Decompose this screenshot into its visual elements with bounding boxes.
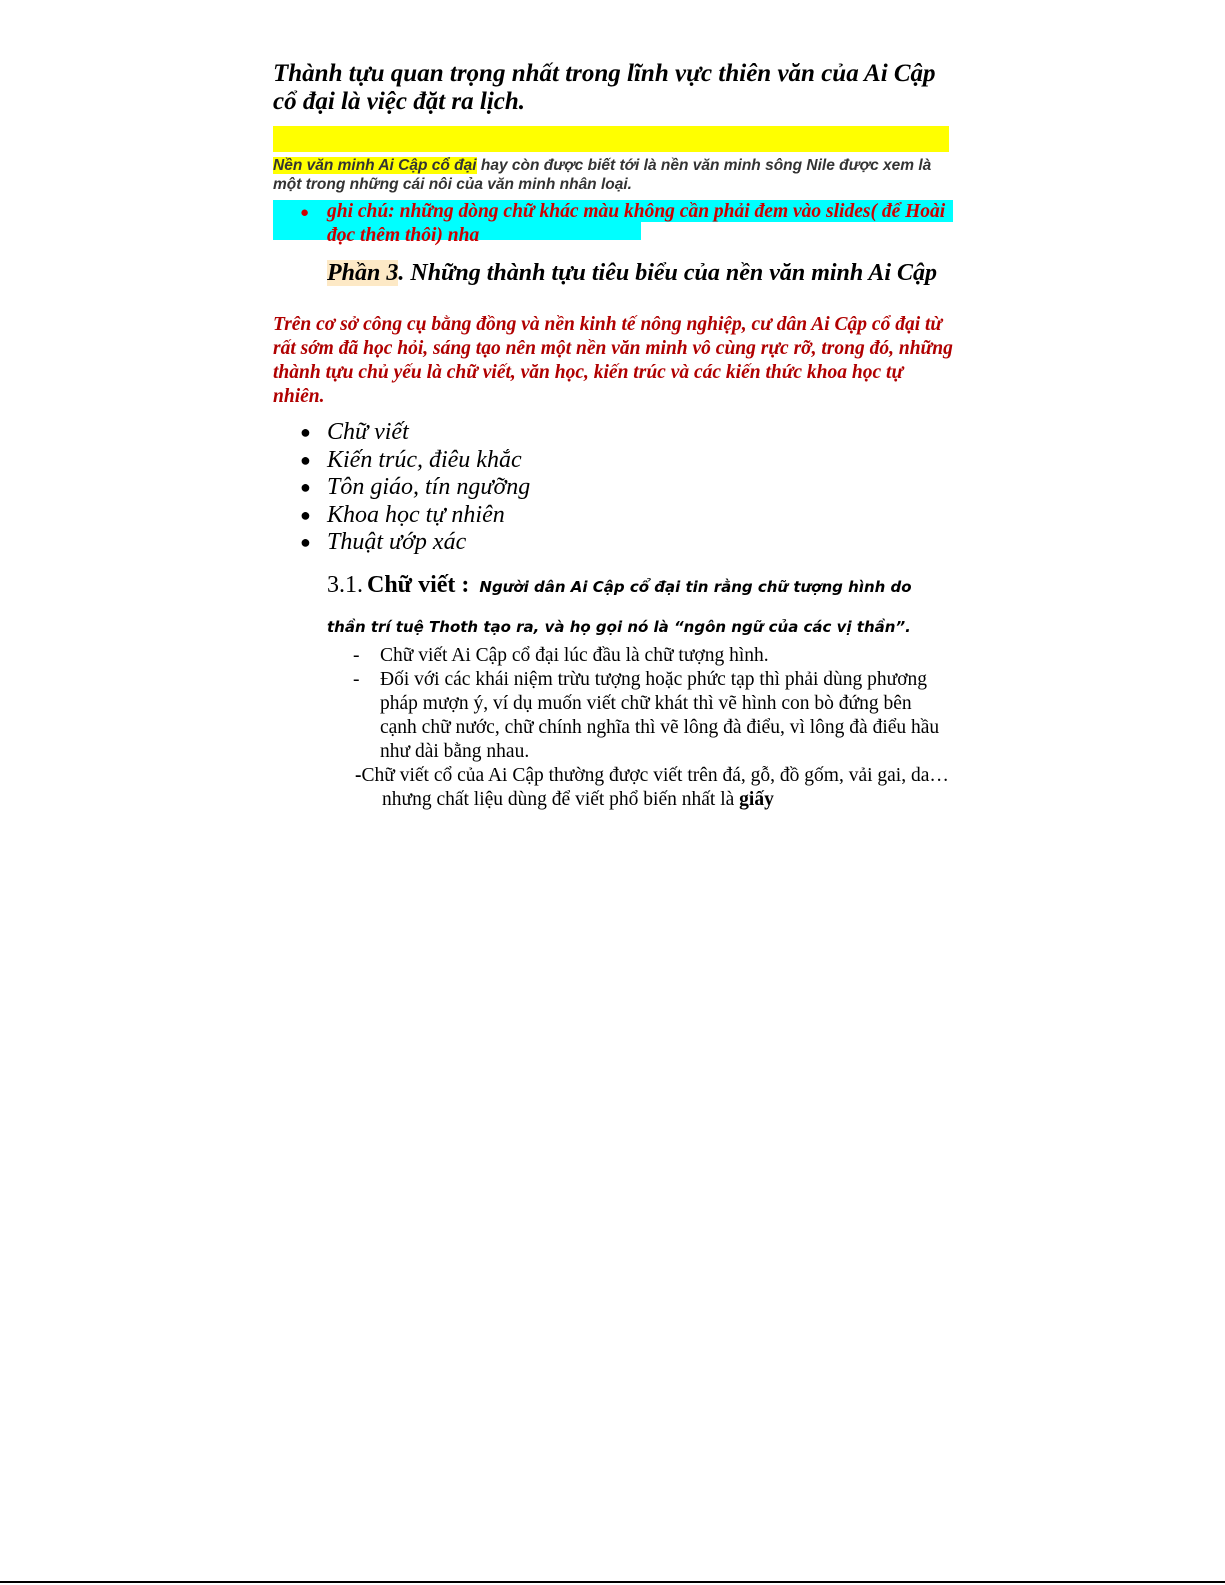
page-title: Thành tựu quan trọng nhất trong lĩnh vực thiên văn của Ai Cập cổ đại là việc đặt ra lịch. bbox=[273, 60, 936, 115]
dash-marker: - bbox=[353, 669, 360, 690]
intro-paragraph: Trên cơ sở công cụ bằng đồng và nền kinh tế nông nghiệp, cư dân Ai Cập cổ đại từ rất sớm đã học hỏi, sáng tạo nên một nền văn minh vô cùng rực rỡ, trong đó, những thành tựu chủ yếu là chữ viết, văn học, kiến trúc và các kiến thức khoa học tự nhiên. bbox=[273, 314, 953, 407]
point-text: Chữ viết Ai Cập cổ đại lúc đầu là chữ tượng hình. bbox=[380, 645, 769, 666]
bullet-icon: ● bbox=[300, 449, 311, 470]
section-title: Chữ viết : bbox=[367, 572, 470, 598]
list-item bbox=[300, 447, 530, 475]
topic-label: Tôn giáo, tín ngưỡng bbox=[327, 474, 531, 501]
section-description: Người dân Ai Cập cổ đại tin rằng chữ tượng hình do bbox=[479, 578, 912, 596]
list-item bbox=[353, 668, 953, 764]
topic-label: Kiến trúc, điêu khắc bbox=[327, 446, 522, 473]
editor-note: ghi chú: những dòng chữ khác màu không cần phải đem vào slides( để Hoài đọc thêm thôi) nha bbox=[327, 201, 946, 246]
dash-marker: - bbox=[355, 765, 362, 786]
section-heading bbox=[327, 572, 967, 599]
section-number: 3.1. bbox=[327, 572, 363, 598]
part-heading-highlight: Phần 3 bbox=[327, 260, 399, 286]
part-heading-text: . Những thành tựu tiêu biểu của nền văn minh Ai Cập bbox=[398, 260, 938, 286]
section-description-cont: thần trí tuệ Thoth tạo ra, và họ gọi nó là “ngôn ngữ của các vị thần”. bbox=[327, 618, 911, 636]
bullet-icon: ● bbox=[300, 532, 311, 553]
part-heading bbox=[327, 258, 967, 288]
nile-note bbox=[273, 156, 953, 194]
yellow-highlight-band bbox=[273, 126, 949, 152]
writing-materials-paragraph bbox=[355, 764, 962, 812]
topic-list bbox=[300, 419, 530, 557]
topic-label: Thuật ướp xác bbox=[327, 529, 467, 556]
paragraph-bold-word: giấy bbox=[739, 789, 774, 810]
list-item bbox=[300, 529, 530, 557]
bullet-icon: ● bbox=[300, 504, 311, 525]
topic-label: Khoa học tự nhiên bbox=[327, 501, 505, 528]
section-points bbox=[353, 644, 953, 764]
topic-label: Chữ viết bbox=[327, 419, 409, 446]
page-bottom-rule bbox=[0, 1581, 1225, 1583]
dash-marker: - bbox=[353, 645, 360, 666]
list-item bbox=[300, 474, 530, 502]
nile-note-text: hay còn được biết tới là nền văn minh sông Nile được xem là một trong những cái nôi của văn minh nhân loại. bbox=[273, 157, 932, 193]
nile-note-highlight: Nền văn minh Ai Cập cổ đại bbox=[273, 157, 477, 174]
bullet-icon: ● bbox=[300, 477, 311, 498]
list-item bbox=[353, 644, 953, 668]
point-text: Đối với các khái niệm trừu tượng hoặc phức tạp thì phải dùng phương pháp mượn ý, ví dụ muốn viết chữ khát thì vẽ hình con bò đứng bên cạnh chữ nước, chữ chính nghĩa thì vẽ lông đà điểu, vì lông đà điểu hầu như dài bằng nhau. bbox=[380, 669, 940, 762]
bullet-icon: ● bbox=[300, 205, 310, 221]
paragraph-text: Chữ viết cổ của Ai Cập thường được viết trên đá, gỗ, đồ gốm, vải gai, da… nhưng chất liệu dùng để viết phổ biến nhất là bbox=[361, 765, 949, 810]
list-item bbox=[300, 419, 530, 447]
list-item bbox=[300, 502, 530, 530]
bullet-icon: ● bbox=[300, 422, 311, 443]
